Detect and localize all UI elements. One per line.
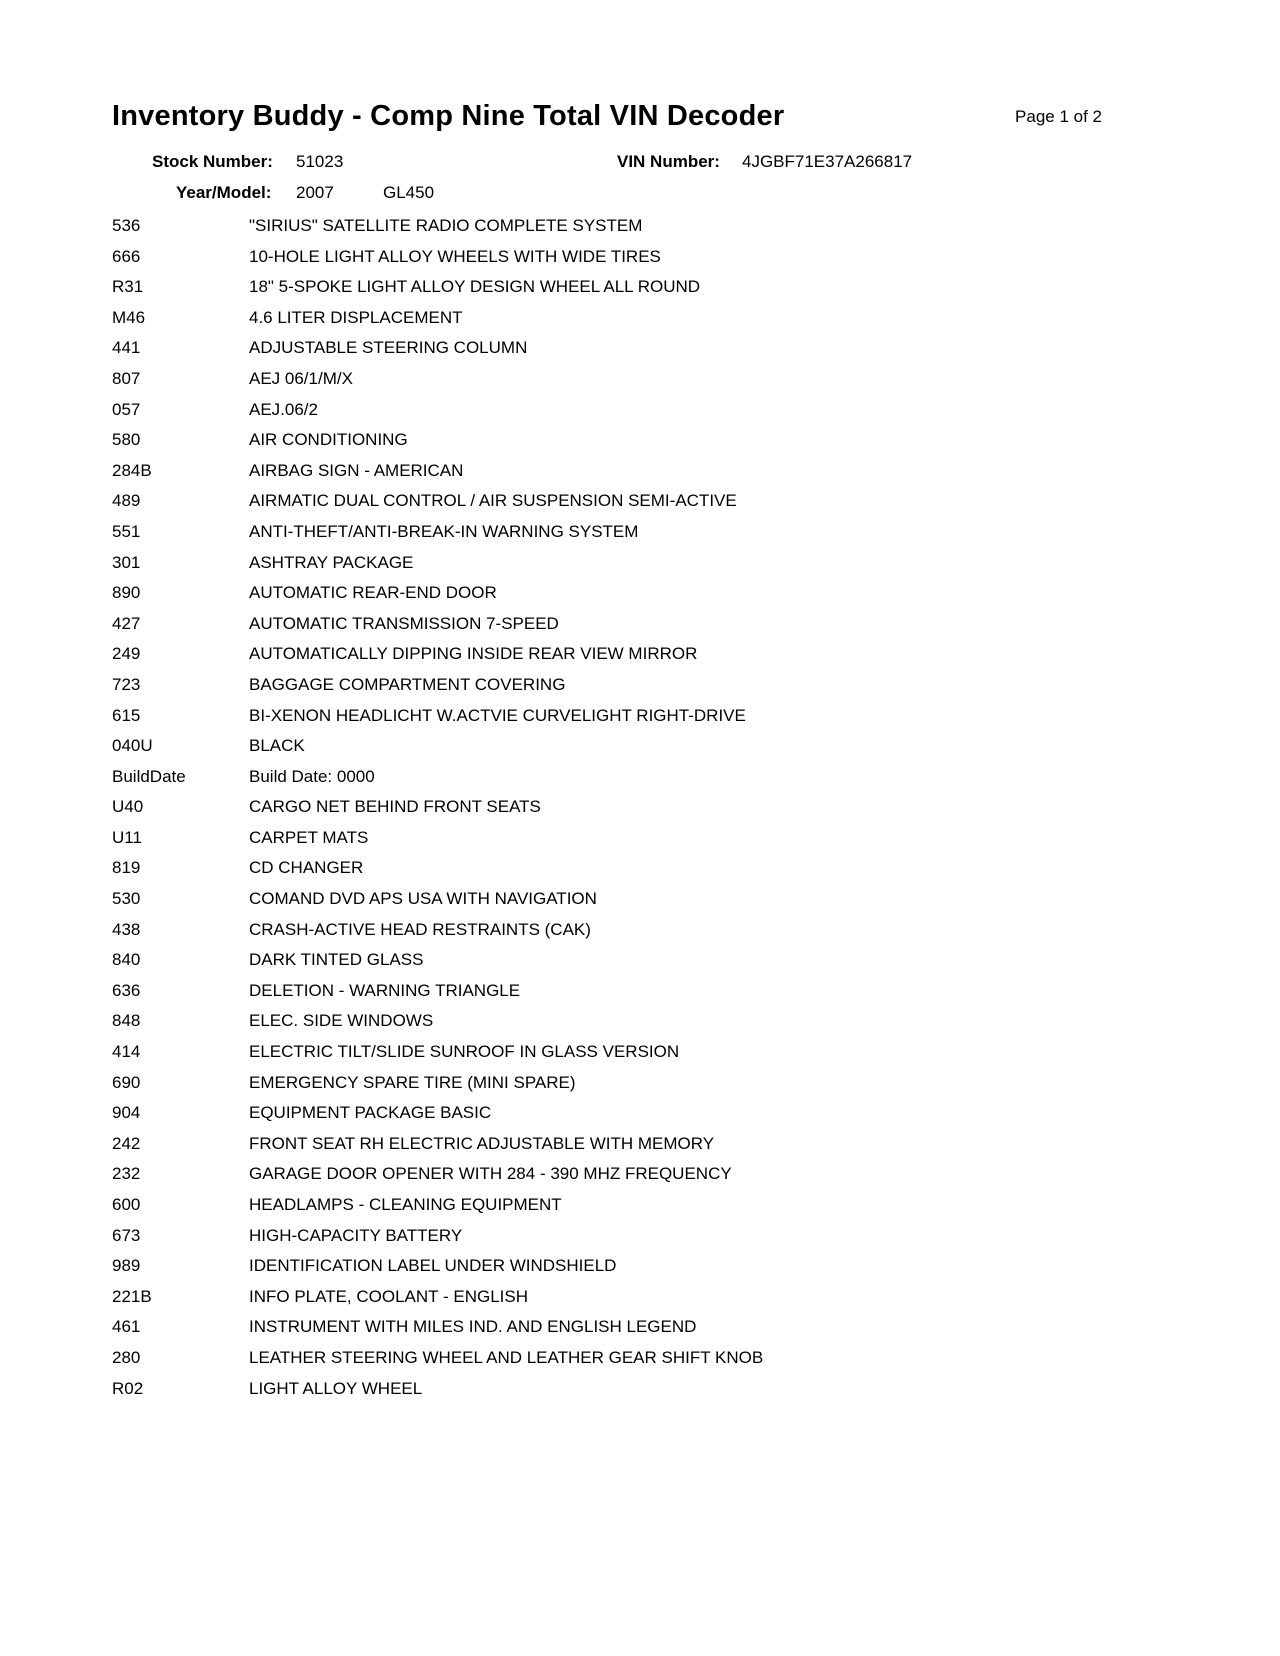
document-header bbox=[0, 100, 1280, 212]
option-code: 461 bbox=[112, 1317, 141, 1337]
option-row bbox=[0, 644, 1280, 675]
option-row bbox=[0, 1348, 1280, 1379]
option-description: AIRMATIC DUAL CONTROL / AIR SUSPENSION SEMI-ACTIVE bbox=[249, 491, 737, 511]
option-description: AUTOMATICALLY DIPPING INSIDE REAR VIEW MIRROR bbox=[249, 644, 698, 664]
option-row bbox=[0, 1317, 1280, 1348]
option-code: 249 bbox=[112, 644, 141, 664]
option-row bbox=[0, 767, 1280, 798]
stock-number-label: Stock Number: bbox=[152, 152, 273, 171]
option-description: ELECTRIC TILT/SLIDE SUNROOF IN GLASS VERSION bbox=[249, 1042, 680, 1062]
option-code-list bbox=[0, 216, 1280, 1409]
option-description: LIGHT ALLOY WHEEL bbox=[249, 1378, 423, 1398]
option-code: 904 bbox=[112, 1103, 141, 1123]
year-value: 2007 bbox=[296, 183, 334, 202]
option-code: 580 bbox=[112, 430, 141, 450]
option-row bbox=[0, 981, 1280, 1012]
option-row bbox=[0, 828, 1280, 859]
option-code: 551 bbox=[112, 521, 141, 541]
option-description: HEADLAMPS - CLEANING EQUIPMENT bbox=[249, 1195, 562, 1214]
option-description: Build Date: 0000 bbox=[249, 766, 375, 786]
option-description: 10-HOLE LIGHT ALLOY WHEELS WITH WIDE TIRES bbox=[249, 246, 661, 266]
option-row bbox=[0, 950, 1280, 981]
option-code: 057 bbox=[112, 399, 141, 419]
option-row bbox=[0, 491, 1280, 522]
option-code: 807 bbox=[112, 368, 141, 388]
option-description: BLACK bbox=[249, 736, 305, 756]
option-description: CARPET MATS bbox=[249, 827, 369, 847]
option-description: ANTI-THEFT/ANTI-BREAK-IN WARNING SYSTEM bbox=[249, 521, 639, 541]
option-code: U11 bbox=[112, 827, 142, 847]
option-code: 536 bbox=[112, 216, 141, 235]
vehicle-meta bbox=[0, 152, 1280, 212]
option-row bbox=[0, 400, 1280, 431]
option-row bbox=[0, 614, 1280, 645]
option-row bbox=[0, 553, 1280, 584]
option-row bbox=[0, 338, 1280, 369]
option-row bbox=[0, 308, 1280, 339]
option-code: 301 bbox=[112, 552, 141, 572]
option-code: 438 bbox=[112, 919, 141, 939]
option-code: 636 bbox=[112, 980, 141, 1000]
option-description: LEATHER STEERING WHEEL AND LEATHER GEAR SHIFT KNOB bbox=[249, 1347, 764, 1367]
option-code: 840 bbox=[112, 950, 141, 970]
option-code: M46 bbox=[112, 307, 146, 327]
option-description: DELETION - WARNING TRIANGLE bbox=[249, 980, 521, 1000]
option-row bbox=[0, 1287, 1280, 1318]
option-row bbox=[0, 369, 1280, 400]
option-code: 890 bbox=[112, 583, 141, 603]
option-code: U40 bbox=[112, 797, 144, 817]
option-description: BI-XENON HEADLICHT W.ACTVIE CURVELIGHT RIGHT-DRIVE bbox=[249, 705, 746, 725]
option-row bbox=[0, 277, 1280, 308]
option-code: 615 bbox=[112, 705, 141, 725]
option-code: 600 bbox=[112, 1195, 141, 1214]
option-row bbox=[0, 1042, 1280, 1073]
option-description: ADJUSTABLE STEERING COLUMN bbox=[249, 338, 528, 358]
option-description: ASHTRAY PACKAGE bbox=[249, 552, 414, 572]
option-description: EQUIPMENT PACKAGE BASIC bbox=[249, 1103, 492, 1123]
option-description: GARAGE DOOR OPENER WITH 284 - 390 MHZ FREQUENCY bbox=[249, 1164, 732, 1184]
option-code: 848 bbox=[112, 1011, 141, 1031]
option-row bbox=[0, 1164, 1280, 1195]
option-description: CARGO NET BEHIND FRONT SEATS bbox=[249, 797, 541, 817]
option-code: R02 bbox=[112, 1378, 144, 1398]
option-code: 280 bbox=[112, 1347, 141, 1367]
option-code: 723 bbox=[112, 674, 141, 694]
vin-number-value: 4JGBF71E37A266817 bbox=[742, 152, 913, 171]
option-row bbox=[0, 858, 1280, 889]
page-indicator: Page 1 of 2 bbox=[1015, 107, 1102, 126]
stock-number-value: 51023 bbox=[296, 152, 344, 171]
option-row bbox=[0, 247, 1280, 278]
option-row bbox=[0, 1134, 1280, 1165]
option-row bbox=[0, 1073, 1280, 1104]
option-code: 221B bbox=[112, 1286, 152, 1306]
option-code: R31 bbox=[112, 277, 144, 297]
option-code: 414 bbox=[112, 1042, 141, 1062]
option-description: ELEC. SIDE WINDOWS bbox=[249, 1011, 434, 1031]
option-code: 530 bbox=[112, 889, 141, 909]
option-description: BAGGAGE COMPARTMENT COVERING bbox=[249, 674, 566, 694]
vin-number-label: VIN Number: bbox=[617, 152, 720, 171]
year-model-label: Year/Model: bbox=[176, 183, 272, 202]
option-description: EMERGENCY SPARE TIRE (MINI SPARE) bbox=[249, 1072, 576, 1092]
option-row bbox=[0, 1011, 1280, 1042]
option-description: 4.6 LITER DISPLACEMENT bbox=[249, 307, 463, 327]
option-code: 427 bbox=[112, 613, 141, 633]
option-description: 18" 5-SPOKE LIGHT ALLOY DESIGN WHEEL ALL ROUND bbox=[249, 277, 701, 297]
option-description: AEJ 06/1/M/X bbox=[249, 368, 353, 388]
option-row bbox=[0, 736, 1280, 767]
option-row bbox=[0, 1379, 1280, 1410]
option-row bbox=[0, 889, 1280, 920]
option-row bbox=[0, 461, 1280, 492]
option-description: DARK TINTED GLASS bbox=[249, 950, 424, 970]
option-row bbox=[0, 1195, 1280, 1226]
option-code: 232 bbox=[112, 1164, 141, 1184]
option-row bbox=[0, 1226, 1280, 1257]
option-description: AEJ.06/2 bbox=[249, 399, 318, 419]
option-row bbox=[0, 1103, 1280, 1134]
model-value: GL450 bbox=[383, 183, 435, 202]
option-row bbox=[0, 706, 1280, 737]
page-title: Inventory Buddy - Comp Nine Total VIN Decoder bbox=[112, 100, 785, 132]
option-description: FRONT SEAT RH ELECTRIC ADJUSTABLE WITH MEMORY bbox=[249, 1133, 715, 1153]
option-row bbox=[0, 216, 1280, 247]
option-description: IDENTIFICATION LABEL UNDER WINDSHIELD bbox=[249, 1256, 617, 1276]
option-row bbox=[0, 1256, 1280, 1287]
option-description: AIRBAG SIGN - AMERICAN bbox=[249, 460, 464, 480]
option-code: 989 bbox=[112, 1256, 141, 1276]
option-code: 040U bbox=[112, 736, 153, 756]
option-row bbox=[0, 583, 1280, 614]
option-description: INSTRUMENT WITH MILES IND. AND ENGLISH LEGEND bbox=[249, 1317, 697, 1337]
title-row bbox=[0, 100, 1280, 140]
option-description: "SIRIUS" SATELLITE RADIO COMPLETE SYSTEM bbox=[249, 216, 643, 235]
option-code: 441 bbox=[112, 338, 141, 358]
option-code: 690 bbox=[112, 1072, 141, 1092]
option-code: 489 bbox=[112, 491, 141, 511]
option-row bbox=[0, 522, 1280, 553]
option-description: CRASH-ACTIVE HEAD RESTRAINTS (CAK) bbox=[249, 919, 591, 939]
option-code: 819 bbox=[112, 858, 141, 878]
option-description: AUTOMATIC REAR-END DOOR bbox=[249, 583, 497, 603]
option-description: CD CHANGER bbox=[249, 858, 364, 878]
option-row bbox=[0, 675, 1280, 706]
option-row bbox=[0, 920, 1280, 951]
option-code: 673 bbox=[112, 1225, 141, 1245]
option-code: BuildDate bbox=[112, 766, 186, 786]
option-row bbox=[0, 430, 1280, 461]
option-description: INFO PLATE, COOLANT - ENGLISH bbox=[249, 1286, 528, 1306]
option-code: 284B bbox=[112, 460, 152, 480]
option-description: AUTOMATIC TRANSMISSION 7-SPEED bbox=[249, 613, 559, 633]
option-code: 666 bbox=[112, 246, 141, 266]
option-description: COMAND DVD APS USA WITH NAVIGATION bbox=[249, 889, 597, 909]
option-description: AIR CONDITIONING bbox=[249, 430, 408, 450]
option-description: HIGH-CAPACITY BATTERY bbox=[249, 1225, 463, 1245]
option-row bbox=[0, 797, 1280, 828]
option-code: 242 bbox=[112, 1133, 141, 1153]
